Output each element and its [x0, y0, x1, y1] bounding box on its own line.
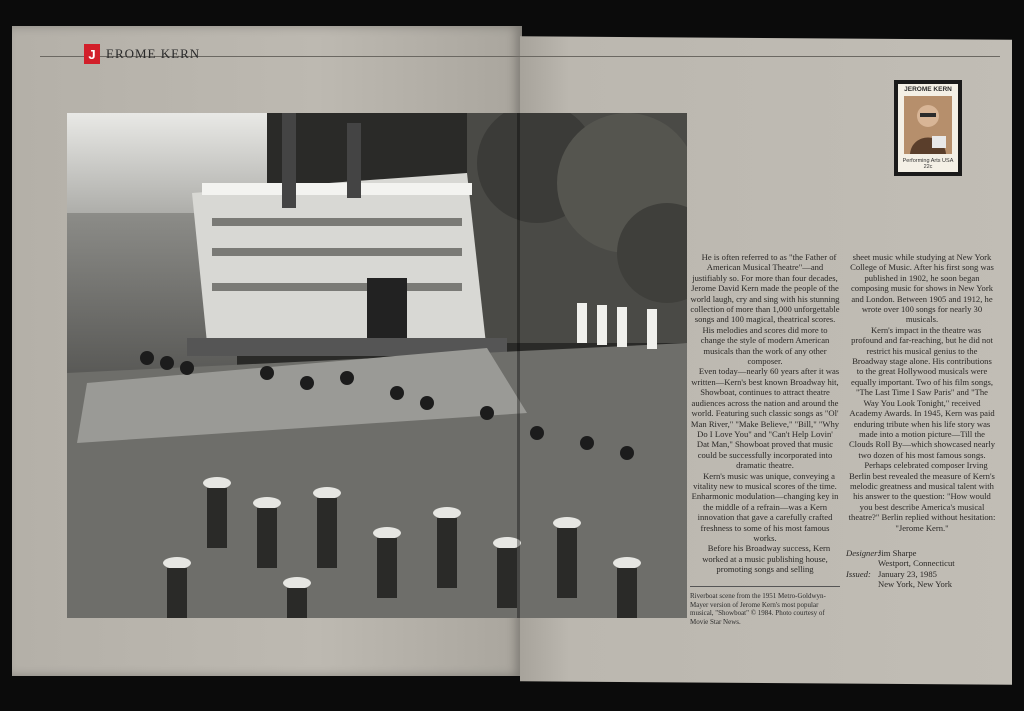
- issued-label: Issued:: [846, 568, 871, 579]
- riverboat-photo: [67, 113, 687, 618]
- paragraph: Kern's music was unique, conveying a vitality new to musical scores of the time. Enharmonic modulation—changing key in the middle of a refrain—was a Kern innovation that gave a carefully crafted freshness to some of his most famous works.: [691, 470, 839, 543]
- caption-rule: [690, 586, 840, 587]
- issued-location: New York, New York: [878, 579, 953, 590]
- paragraph: Kern's impact in the theatre was profound and far-reaching, but he did not restrict his musical genius to the Broadway stage alone. His contributions to the great Hollywood musicals were equally important. Two of his film songs, "The Last Time I Saw Paris" and "The Way You Look Tonight," received Academy Awards. In 1945, Kern was paid enduring tribute when his life story was made into a motion picture—Till the Clouds Roll By—which showcased nearly two dozen of his most famous songs.: [848, 324, 996, 460]
- designer-label: Designer:: [846, 548, 881, 558]
- article-column-1: [690, 252, 840, 575]
- issued-date: January 23, 1985: [878, 568, 937, 579]
- photo-illustration: [67, 113, 687, 618]
- paragraph: Even today—nearly 60 years after it was written—Kern's best known Broadway hit, Showboat, continues to attract theatre audiences across the nation and around the world. Featuring such classic songs as "Ol' Man River," "Make Believe," "Bill," "Why Do I Love You" and "Can't Help Lovin' Dat Man," Showboat proved that music could be successfully incorporated into dramatic theatre.: [690, 366, 840, 471]
- credits-block: [846, 548, 1006, 590]
- paragraph: Before his Broadway success, Kern worked at a music publishing house, promoting songs and selling: [702, 543, 831, 575]
- stamp-footer: Performing Arts USA 22c: [902, 158, 954, 170]
- stamp-face: [898, 84, 958, 172]
- paragraph: He is often referred to as "the Father of American Musical Theatre"—and justifiably so. For more than four decades, Jerome David Kern made the people of the world laugh, cry and sing with his stunning collection of more than 1,000 unforgettable songs and 100 magical, theatrical scores. His melodies and scores did more to change the style of modern American musicals than the work of any other composer.: [690, 252, 840, 367]
- photo-caption: Riverboat scene from the 1951 Metro-Goldwyn-Mayer version of Jerome Kern's most popular musical, "Showboat" © 1984. Photo courtesy of Movie Star News.: [690, 592, 826, 626]
- page-title: EROME KERN: [106, 46, 201, 61]
- paragraph: sheet music while studying at New York College of Music. After his first song was published in 1902, he soon began composing music for shows in New York and London. Between 1905 and 1912, he wrote over 100 songs for nearly 30 musicals.: [850, 252, 994, 325]
- initial-badge: J: [84, 44, 100, 64]
- portrait-illustration: [904, 96, 952, 154]
- article-column-2: [848, 252, 996, 533]
- postage-stamp: [894, 80, 962, 176]
- designer-name: Jim Sharpe: [878, 548, 917, 558]
- page-header: [84, 44, 200, 64]
- designer-location: Westport, Connecticut: [878, 558, 955, 569]
- stamp-title: JEROME KERN: [904, 86, 952, 93]
- paragraph: Perhaps celebrated composer Irving Berlin best revealed the measure of Kern's melodic greatness and musical talent with his answer to the question: "How would you best describe America's musical theatre?" Berlin replied without hesitation: "Jerome Kern.": [848, 460, 996, 533]
